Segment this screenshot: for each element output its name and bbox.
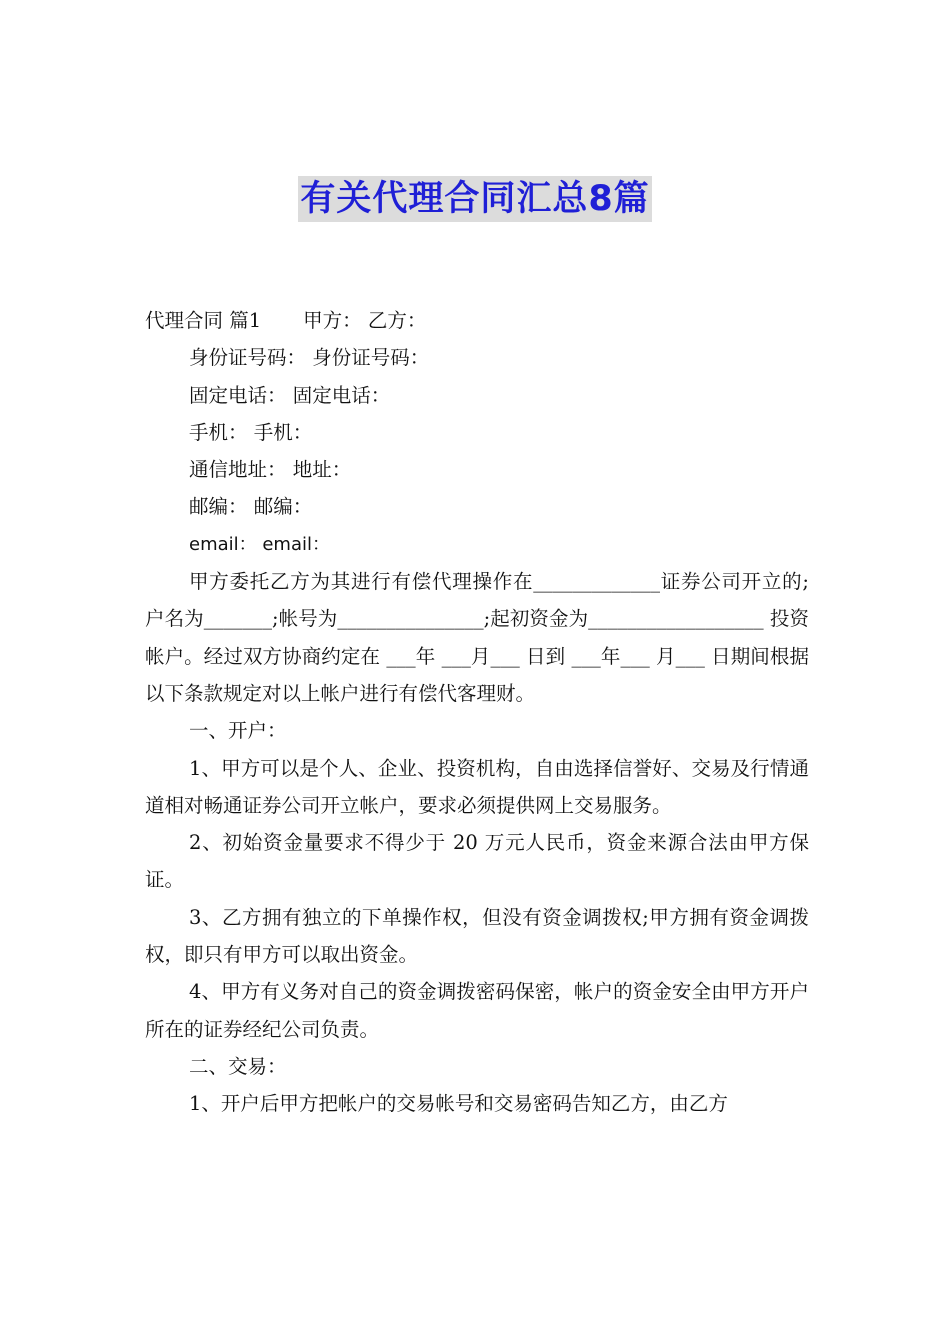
contract-heading-line <box>145 302 809 339</box>
fixed-phone-line: 固定电话： 固定电话： <box>189 383 391 407</box>
clause-2-1: 1、开户后甲方把帐户的交易帐号和交易密码告知乙方，由乙方 <box>189 1092 728 1116</box>
address-line: 通信地址： 地址： <box>189 458 352 482</box>
section-heading-account-opening: 一、开户： <box>189 719 287 743</box>
id-number-line: 身份证号码： 身份证号码： <box>189 346 430 370</box>
mobile-line: 手机： 手机： <box>189 420 313 444</box>
entrustment-paragraph: 甲方委托乙方为其进行有偿代理操作在_____________证券公司开立的;户名为_______;帐号为_______________;起初资金为__________________ 投资帐户。经过双方协商约定在 ___年 ___月___ 日到 ___年___ 月___ 日期间根据以下条款规定对以上帐户进行有偿代客理财。 <box>145 570 809 705</box>
email-line: email： email： <box>189 533 331 555</box>
party-a-label: 甲方： <box>303 309 362 332</box>
postcode-line: 邮编： 邮编： <box>189 495 313 519</box>
clause-1-1: 1、甲方可以是个人、企业、投资机构，自由选择信誉好、交易及行情通道相对畅通证券公司开立帐户，要求必须提供网上交易服务。 <box>145 756 809 817</box>
section-label: 代理合同 篇1 <box>145 309 262 332</box>
party-b-label: 乙方： <box>367 309 427 332</box>
section-heading-trading: 二、交易： <box>189 1054 287 1078</box>
document-title: 有关代理合同汇总8篇 <box>298 176 651 222</box>
clause-1-3: 3、乙方拥有独立的下单操作权，但没有资金调拨权;甲方拥有资金调拨权，即只有甲方可以取出资金。 <box>145 905 809 967</box>
clause-1-4: 4、甲方有义务对自己的资金调拨密码保密，帐户的资金安全由甲方开户所在的证券经纪公司负责。 <box>145 980 809 1041</box>
clause-1-2: 2、初始资金量要求不得少于 20 万元人民币，资金来源合法由甲方保证。 <box>145 831 809 892</box>
title-container <box>0 176 950 222</box>
document-body <box>145 302 809 1123</box>
